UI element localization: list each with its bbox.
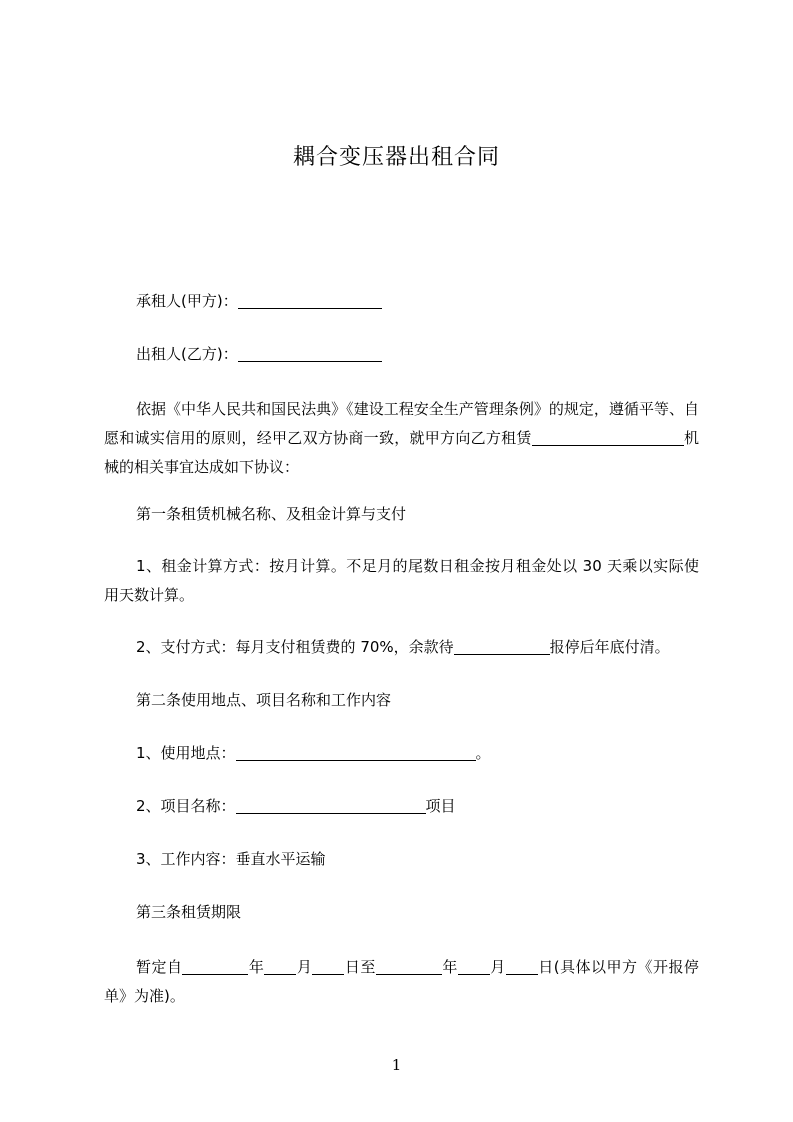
intro-text-2: 机械的相关事宜达成如下协议： (104, 429, 699, 476)
period-start: 暂定自 (136, 958, 183, 976)
article1-item1: 1、租金计算方式：按月计算。不足月的尾数日租金按月租金处以 30 天乘以实际使用天数计算。 (104, 557, 699, 604)
month-label-1: 月 (296, 958, 313, 976)
lessee-blank (238, 293, 382, 309)
document-title: 耦合变压器出租合同 (292, 145, 500, 170)
article2-item2 (136, 797, 456, 815)
article3-heading: 第三条租赁期限 (136, 903, 242, 921)
year-label-2: 年 (441, 958, 458, 976)
lessor-blank (238, 346, 382, 362)
payment-prefix: 2、支付方式：每月支付租赁费的 70%，余款待 (136, 638, 454, 656)
intro-text-1: 依据《中华人民共和国民法典》《建设工程安全生产管理条例》的规定，遵循平等、自愿和诚实信用的原则，经甲乙双方协商一致，就甲方向乙方租赁 (104, 400, 699, 447)
article3-period (104, 953, 699, 1011)
period-end: 日(具体以甲方《开报停单》为准)。 (104, 958, 699, 1005)
payment-blank (454, 639, 550, 655)
location-label: 1、使用地点： (136, 744, 236, 762)
location-suffix: 。 (475, 744, 491, 762)
project-blank (236, 798, 426, 814)
equipment-blank-1 (532, 430, 622, 446)
intro-paragraph (104, 395, 699, 482)
day-to-label: 日至 (344, 958, 376, 976)
lessee-label: 承租人(甲方)： (136, 292, 238, 310)
start-month-blank (264, 959, 296, 975)
payment-suffix: 报停后年底付清。 (549, 638, 670, 656)
article2-item1 (136, 744, 491, 762)
end-day-blank (506, 959, 538, 975)
article2-heading: 第二条使用地点、项目名称和工作内容 (136, 691, 392, 709)
start-day-blank (312, 959, 344, 975)
month-label-2: 月 (489, 958, 506, 976)
lessor-line (136, 345, 382, 363)
article1-heading: 第一条租赁机械名称、及租金计算与支付 (136, 505, 407, 523)
location-blank (236, 745, 476, 761)
project-suffix: 项目 (425, 797, 456, 815)
article1-item2 (136, 638, 670, 656)
project-label: 2、项目名称： (136, 797, 236, 815)
lessee-line (136, 292, 382, 310)
page-number: 1 (391, 1056, 402, 1074)
equipment-blank-2 (622, 430, 684, 446)
end-year-blank (376, 959, 442, 975)
year-label-1: 年 (248, 958, 265, 976)
start-year-blank (182, 959, 248, 975)
lessor-label: 出租人(乙方)： (136, 345, 238, 363)
article2-item3: 3、工作内容：垂直水平运输 (136, 850, 326, 868)
end-month-blank (458, 959, 490, 975)
